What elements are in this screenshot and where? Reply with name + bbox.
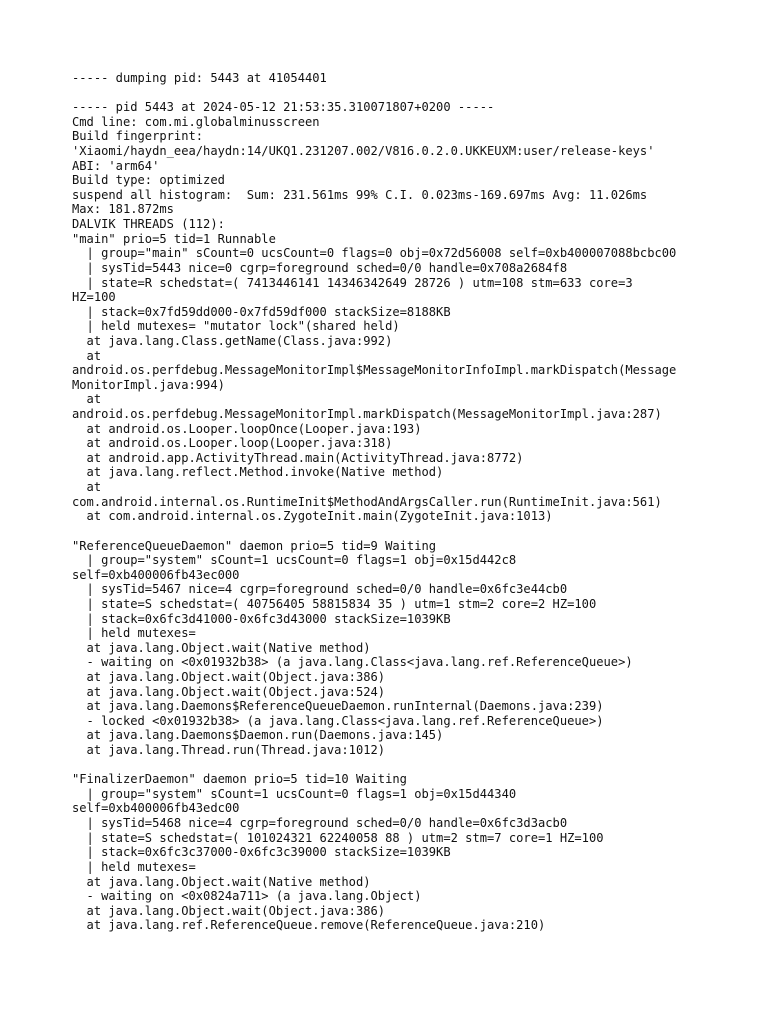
text-line: | group="main" sCount=0 ucsCount=0 flags=0 obj=0x72d56008 self=0xb400007088bcbc00 (72, 246, 677, 261)
text-line: at java.lang.ref.ReferenceQueue.remove(ReferenceQueue.java:210) (72, 918, 546, 933)
text-line: com.android.internal.os.RuntimeInit$MethodAndArgsCaller.run(RuntimeInit.java:561) (72, 494, 662, 509)
text-line: "main" prio=5 tid=1 Runnable (72, 231, 276, 246)
text-line: HZ=100 (72, 290, 116, 305)
text-line: | held mutexes= "mutator lock"(shared held) (72, 319, 400, 334)
blank-line (72, 758, 762, 773)
text-line: | state=S schedstat=( 101024321 62240058 88 ) utm=2 stm=7 core=1 HZ=100 (72, 830, 604, 845)
text-line: at java.lang.Object.wait(Object.java:386) (72, 903, 386, 918)
text-line: ABI: 'arm64' (72, 158, 160, 173)
text-line: at (72, 348, 102, 363)
text-line: at java.lang.Daemons$Daemon.run(Daemons.java:145) (72, 728, 444, 743)
text-line: android.os.perfdebug.MessageMonitorImpl.markDispatch(MessageMonitorImpl.java:287) (72, 407, 662, 422)
text-line: | sysTid=5468 nice=4 cgrp=foreground sched=0/0 handle=0x6fc3d3acb0 (72, 816, 568, 831)
text-line: - locked <0x01932b38> (a java.lang.Class<java.lang.ref.ReferenceQueue>) (72, 713, 604, 728)
text-line: | group="system" sCount=1 ucsCount=0 flags=1 obj=0x15d442c8 (72, 553, 517, 568)
text-line: self=0xb400006fb43ec000 (72, 567, 240, 582)
trace-document (72, 71, 762, 933)
text-line: DALVIK THREADS (112): (72, 217, 225, 232)
text-line: | state=S schedstat=( 40756405 58815834 35 ) utm=1 stm=2 core=2 HZ=100 (72, 596, 597, 611)
text-line: at java.lang.Object.wait(Object.java:386) (72, 669, 386, 684)
text-line: at java.lang.Object.wait(Native method) (72, 874, 371, 889)
text-line: | held mutexes= (72, 859, 196, 874)
text-line: self=0xb400006fb43edc00 (72, 801, 240, 816)
text-line: | sysTid=5443 nice=0 cgrp=foreground sched=0/0 handle=0x708a2684f8 (72, 260, 568, 275)
text-line: MonitorImpl.java:994) (72, 377, 225, 392)
text-line: at android.os.Looper.loop(Looper.java:318) (72, 436, 393, 451)
text-line: at java.lang.Thread.run(Thread.java:1012) (72, 743, 386, 758)
text-line: at java.lang.Object.wait(Object.java:524) (72, 684, 386, 699)
text-line: ----- dumping pid: 5443 at 41054401 (72, 71, 327, 85)
text-line: at java.lang.Daemons$ReferenceQueueDaemon.runInternal(Daemons.java:239) (72, 699, 604, 714)
text-line: | state=R schedstat=( 7413446141 14346342649 28726 ) utm=108 stm=633 core=3 (72, 275, 633, 290)
text-line: - waiting on <0x0824a711> (a java.lang.Object) (72, 889, 422, 904)
text-line: | held mutexes= (72, 626, 196, 641)
text-line: at android.os.Looper.loopOnce(Looper.java:193) (72, 421, 422, 436)
text-line: at java.lang.reflect.Method.invoke(Native method) (72, 465, 444, 480)
text-line: android.os.perfdebug.MessageMonitorImpl$MessageMonitorInfoImpl.markDispatch(Message (72, 363, 677, 378)
text-line: | stack=0x6fc3c37000-0x6fc3c39000 stackSize=1039KB (72, 845, 451, 860)
text-line: "ReferenceQueueDaemon" daemon prio=5 tid=9 Waiting (72, 538, 437, 553)
text-line: | sysTid=5467 nice=4 cgrp=foreground sched=0/0 handle=0x6fc3e44cb0 (72, 582, 568, 597)
text-line: at (72, 480, 102, 495)
text-line: at (72, 392, 102, 407)
text-line: | stack=0x6fc3d41000-0x6fc3d43000 stackSize=1039KB (72, 611, 451, 626)
text-line: Cmd line: com.mi.globalminusscreen (72, 114, 320, 129)
text-line: | group="system" sCount=1 ucsCount=0 flags=1 obj=0x15d44340 (72, 786, 517, 801)
text-line: Build type: optimized (72, 173, 225, 188)
text-line: | stack=0x7fd59dd000-0x7fd59df000 stackSize=8188KB (72, 304, 451, 319)
text-line: Build fingerprint: (72, 129, 204, 144)
text-line: - waiting on <0x01932b38> (a java.lang.Class<java.lang.ref.ReferenceQueue>) (72, 655, 633, 670)
text-line: "FinalizerDaemon" daemon prio=5 tid=10 Waiting (72, 772, 407, 787)
text-line: ----- pid 5443 at 2024-05-12 21:53:35.310071807+0200 ----- (72, 100, 495, 115)
text-line: at com.android.internal.os.ZygoteInit.main(ZygoteInit.java:1013) (72, 509, 553, 524)
blank-line (72, 86, 762, 101)
blank-line (72, 524, 762, 539)
text-line: suspend all histogram: Sum: 231.561ms 99% C.I. 0.023ms-169.697ms Avg: 11.026ms (72, 187, 648, 202)
text-line: at java.lang.Class.getName(Class.java:992) (72, 333, 393, 348)
text-line: Max: 181.872ms (72, 202, 174, 217)
text-line: 'Xiaomi/haydn_eea/haydn:14/UKQ1.231207.002/V816.0.2.0.UKKEUXM:user/release-keys' (72, 144, 655, 159)
text-line: at android.app.ActivityThread.main(ActivityThread.java:8772) (72, 450, 524, 465)
text-line: at java.lang.Object.wait(Native method) (72, 640, 371, 655)
